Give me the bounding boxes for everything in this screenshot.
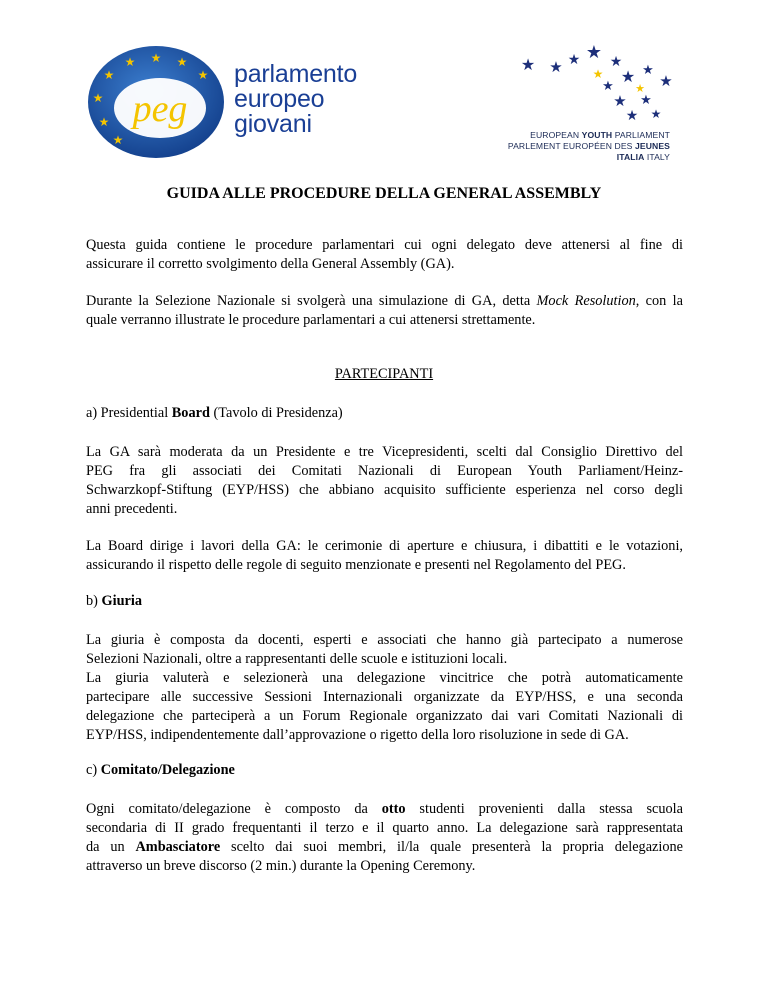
svg-text:★: ★ [613, 92, 627, 110]
text-line: assicurando il rispetto delle regole di seguito menzionate e presenti nel Regolamento del PEG. [86, 557, 626, 573]
comitato-label: c) Comitato/Delegazione [86, 762, 235, 778]
svg-text:★: ★ [150, 51, 162, 65]
text-line: EYP/HSS, indipendentemente dall’approvazione o rigetto della loro risoluzione in sede di GA. [86, 727, 629, 743]
svg-text:★: ★ [567, 52, 581, 68]
eyp-line: ITALIA ITALY [616, 152, 670, 162]
giuria-paragraph [86, 631, 683, 745]
text-line: Selezioni Nazionali, oltre a rappresentanti delle scuole e istituzioni locali. [86, 651, 508, 667]
text-line: Questa guida contiene le procedure parlamentari cui ogni delegato deve attenersi al fine di [86, 237, 683, 253]
text-line: attraverso un breve discorso (2 min.) durante la Opening Ceremony. [86, 858, 476, 874]
eyp-logo [488, 42, 688, 162]
peg-name [234, 62, 357, 137]
text-line: La Board dirige i lavori della GA: le cerimonie di aperture e chiusura, i dibattiti e le votazioni, [86, 538, 683, 554]
section-heading: PARTECIPANTI [334, 366, 434, 382]
svg-text:★: ★ [625, 108, 639, 124]
text-line: La GA sarà moderata da un Presidente e tre Vicepresidenti, scelti dal Consiglio Direttivo del [86, 444, 683, 460]
svg-text:★: ★ [650, 107, 662, 121]
text-line: La giuria valuterà e selezionerà una delegazione vincitrice che potrà automaticamente [86, 670, 683, 686]
svg-text:★: ★ [92, 91, 104, 105]
text-line: Durante la Selezione Nazionale si svolgerà una simulazione di GA, detta Mock Resolution, con la [86, 293, 683, 309]
text-line: Ogni comitato/delegazione è composto da otto studenti provenienti dalla stessa scuola [86, 801, 683, 817]
comitato-paragraph [86, 800, 683, 876]
text-line: da un Ambasciatore scelto dai suoi membri, il/la quale presenterà la propria delegazione [86, 839, 683, 855]
svg-text:★: ★ [620, 67, 636, 86]
eyp-stars-icon [508, 42, 688, 124]
svg-text:★: ★ [640, 93, 652, 108]
text-line: quale verranno illustrate le procedure parlamentari a cui attenersi strettamente. [86, 312, 536, 328]
svg-text:★: ★ [98, 115, 110, 129]
intro-paragraph-2 [86, 292, 683, 330]
text-line: anni precedenti. [86, 501, 178, 517]
svg-text:★: ★ [659, 72, 673, 90]
giuria-label: b) Giuria [86, 593, 142, 609]
text-line: secondaria di II grado frequentanti il terzo e il quarto anno. La delegazione sarà rappresentata [86, 820, 683, 836]
svg-text:★: ★ [642, 63, 654, 78]
page-title: GUIDA ALLE PROCEDURE DELLA GENERAL ASSEMBLY [166, 185, 602, 202]
peg-name-line: giovani [234, 110, 312, 138]
text-line: delegazione che parteciperà a un Forum Regionale organizzato dai vari Comitati Nazionali di [86, 708, 683, 724]
svg-text:★: ★ [549, 58, 563, 76]
svg-text:★: ★ [124, 55, 136, 69]
peg-emblem-text: peg [132, 88, 188, 130]
text-line: PEG fra gli associati dei Comitati Nazionali di European Youth Parliament/Heinz- [86, 463, 683, 479]
board-label: a) Presidential Board (Tavolo di Presidenza) [86, 405, 343, 421]
svg-text:★: ★ [609, 54, 623, 70]
board-paragraph [86, 443, 683, 519]
svg-text:★: ★ [197, 68, 209, 82]
peg-logo [86, 42, 406, 160]
intro-paragraph [86, 236, 683, 274]
board-paragraph-2 [86, 537, 683, 575]
svg-text:★: ★ [602, 79, 614, 94]
eyp-line: PARLEMENT EUROPÉEN DES JEUNES [507, 141, 670, 151]
svg-text:★: ★ [176, 55, 188, 69]
text-line: Schwarzkopf-Stiftung (EYP/HSS) che abbiano acquisito sufficiente esperienza nel corso degli [86, 482, 683, 498]
svg-text:★: ★ [520, 55, 536, 74]
text-line: assicurare il corretto svolgimento della General Assembly (GA). [86, 256, 455, 272]
peg-name-line: parlamento [234, 60, 358, 88]
peg-emblem-icon [86, 44, 226, 160]
svg-text:★: ★ [592, 67, 604, 81]
text-line: La giuria è composta da docenti, esperti e associati che hanno già partecipato a numerose [86, 632, 683, 648]
text-line: partecipare alle successive Sessioni Internazionali organizzate da EYP/HSS, e una seconda [86, 689, 683, 705]
svg-text:★: ★ [103, 68, 115, 82]
svg-text:★: ★ [635, 82, 645, 95]
peg-name-line: europeo [234, 85, 325, 113]
svg-text:★: ★ [585, 42, 603, 63]
svg-text:★: ★ [112, 133, 124, 147]
eyp-line: EUROPEAN YOUTH PARLIAMENT [530, 130, 670, 140]
